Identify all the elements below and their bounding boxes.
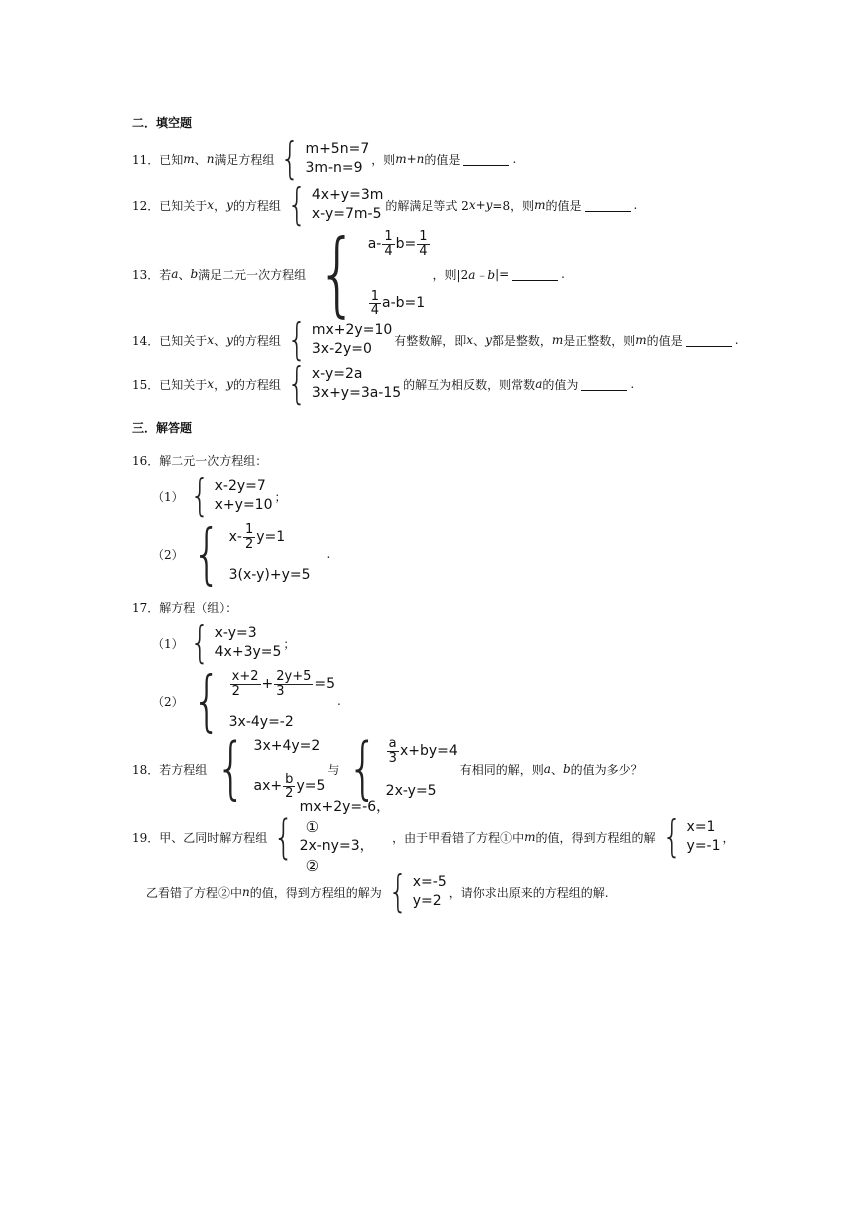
brace-icon: { [215,729,247,808]
equation-system: { mx+2y=10 3x-2y=0 [287,314,393,365]
question-18: 18．若方程组 { 3x+4y=2 ax+ $\frac{b}{2}$ y=5 与 { $\frac{a}{3}$ x+by=4 2x-y=5 有相同的解，则 a 、 b 的值为多少？ [132,729,643,808]
question-11: 11．已知 m 、 n 满足方程组 { m+5n=7 3m-n=9 ，则 m+n 的值是 . [132,133,517,184]
answer-blank[interactable] [463,153,509,166]
question-16-part-1: （1） { x-2y=7 x+y=10 ； [152,470,287,521]
brace-icon: { [191,515,222,592]
question-19: 19．甲、乙同时解方程组 { mx+2y=-6， ① 2x-ny=3， ② ，由于甲看错了方程①中 m 的值，得到方程组的解 { x=1 y=-1 ， [132,798,735,875]
brace-icon: { [273,810,295,864]
answer-blank[interactable] [585,199,631,212]
equation-system: { a- $\frac{1}{4}$ b= $\frac{1}{4}$ $\frac{1}{4}$ a-b=1 [316,220,428,327]
brace-icon: { [280,133,301,184]
question-17-part-2: （2） { $\frac{x+2}{2}$ + $\frac{2y+5}{3}$ =5 3x-4y=-2 . [152,662,341,739]
brace-icon: { [189,470,210,521]
answer-blank[interactable] [686,334,732,347]
equation-system: { $\frac{a}{3}$ x+by=4 2x-y=5 [347,729,458,808]
question-17-title: 17．解方程（组）： [132,601,238,615]
fraction: $\frac{1}{4}$ [419,229,428,259]
brace-icon: { [316,220,358,327]
section-answer-title: 三．解答题 [132,421,193,435]
question-17-part-1: （1） { x-y=3 4x+3y=5 ； [152,617,296,668]
brace-icon: { [191,662,222,739]
question-16-part-2: （2） { x- $\frac{1}{2}$ y=1 3(x-y)+y=5 . [152,515,331,592]
solution-system: { x=1 y=-1 [661,811,721,862]
question-16-title: 16．解二元一次方程组： [132,454,268,468]
equation-system: { mx+2y=-6， ① 2x-ny=3， ② [273,798,391,875]
equation-system: { 3x+4y=2 ax+ $\frac{b}{2}$ y=5 [215,729,326,808]
question-14: 14．已知关于 x 、 y 的方程组 { mx+2y=10 3x-2y=0 有整数解，即 x 、 y 都是整数， m 是正整数，则 m 的值是 . [132,314,739,365]
question-19-line-2: 乙看错了方程②中 n 的值，得到方程组的解为 { x=-5 y=2 ，请你求出原来的方程组的解. [146,866,609,917]
fraction: $\frac{1}{2}$ [244,522,254,552]
fraction: $\frac{2y+5}{3}$ [276,669,312,699]
fraction: $\frac{1}{4}$ [384,229,393,259]
answer-blank[interactable] [512,268,558,281]
brace-icon: { [661,811,682,862]
equation-system: { 4x+y=3m x-y=7m-5 [287,179,384,230]
solution-system: { x=-5 y=2 [387,866,447,917]
fraction: $\frac{x+2}{2}$ [231,669,259,699]
question-12: 12．已知关于 x ， y 的方程组 { 4x+y=3m x-y=7m-5 的解满足等式 2 x+y =8，则 m 的值是 . [132,179,638,230]
brace-icon: { [287,314,307,365]
brace-icon: { [347,729,379,808]
brace-icon: { [287,179,307,230]
brace-icon: { [387,866,408,917]
brace-icon: { [189,617,210,668]
fraction: $\frac{a}{3}$ [388,736,397,766]
equation-system: { m+5n=7 3m-n=9 [280,133,370,184]
section-fill-in-title: 二．填空题 [132,116,193,130]
brace-icon: { [287,358,307,409]
question-15: 15．已知关于 x ， y 的方程组 { x-y=2a 3x+y=3a-15 的解互为相反数，则常数 a 的值为 . [132,358,635,409]
question-13: 13．若 a 、 b 满足二元一次方程组 { a- $\frac{1}{4}$ b= $\frac{1}{4}$ $\frac{1}{4}$ a-b=1 ，则|2 a﹣b |= . [132,220,565,327]
equation-system: { x-y=2a 3x+y=3a-15 [287,358,402,409]
fraction: $\frac{1}{4}$ [370,288,379,319]
answer-blank[interactable] [581,378,627,391]
fraction: $\frac{b}{2}$ [285,771,294,802]
